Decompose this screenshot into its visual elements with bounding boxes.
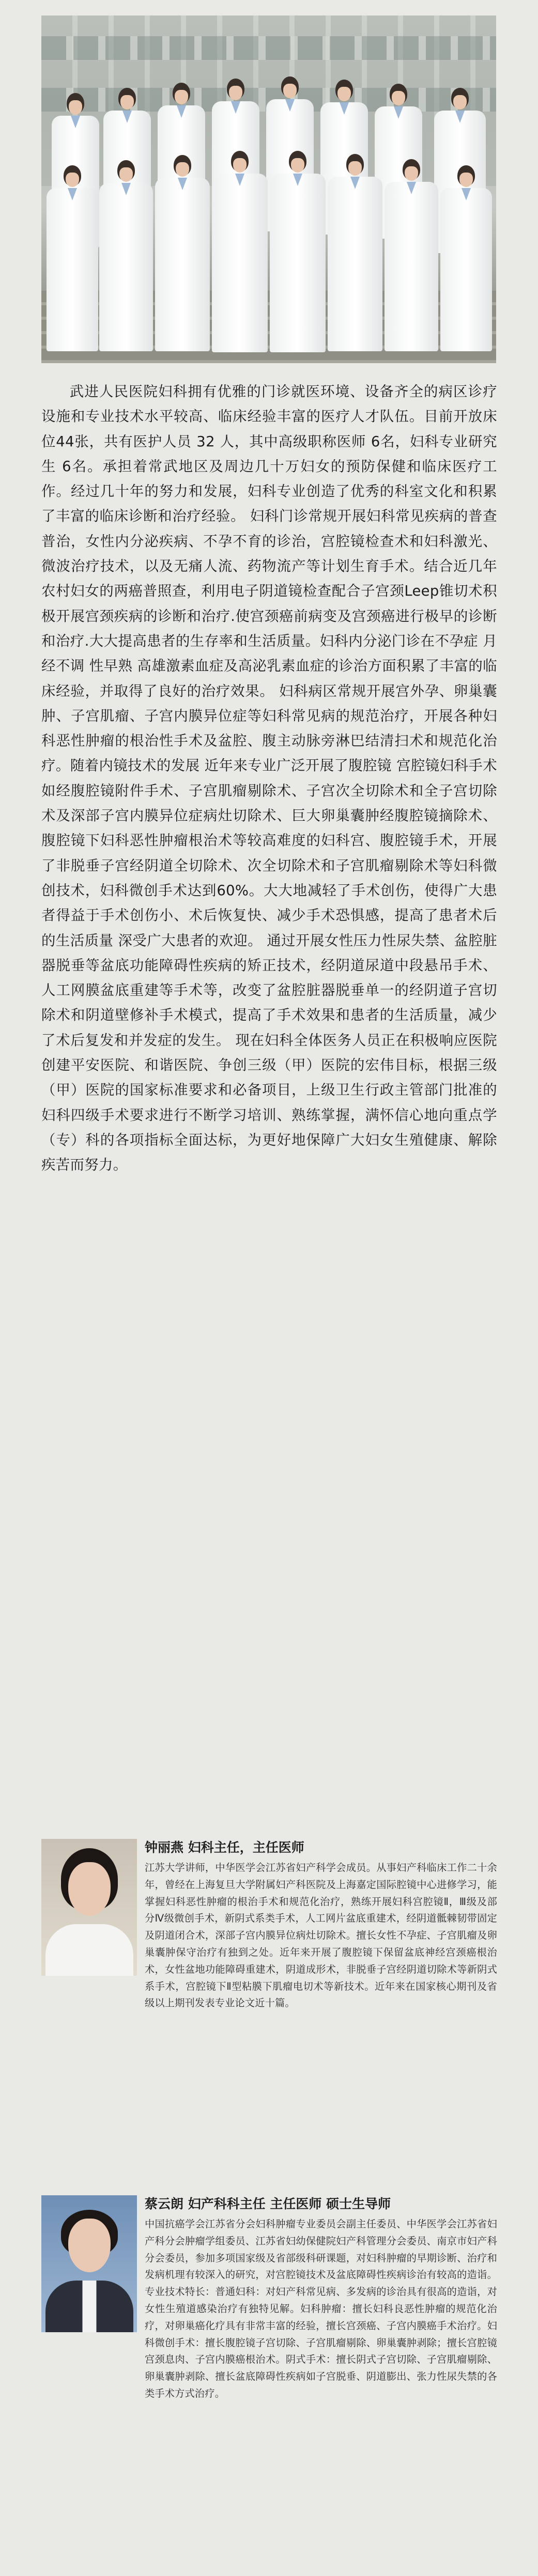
- staff-member: [47, 165, 98, 351]
- staff-member: [155, 155, 210, 351]
- staff-member: [385, 159, 438, 351]
- building-windows: [41, 36, 496, 60]
- staff-member: [440, 165, 492, 351]
- department-introduction: 武进人民医院妇科拥有优雅的门诊就医环境、设备齐全的病区诊疗设施和专业技术水平较高、临床经验丰富的医疗人才队伍。目前开放床位44张，共有医护人员 32 人，其中高级职称医师 6名，妇科专业研究生 6名。承担着常武地区及周边几十万妇女的预防保健和临床医疗工作。经过几十年的努力和发展，妇科专业创造了优秀的科室文化和积累了丰富的临床诊断和治疗经验。 妇科门诊常规开展妇科常见疾病的普查普治，女性内分泌疾病、不孕不育的诊治，宫腔镜检查术和妇科激光、微波治疗技术，以及无痛人流、药物流产等计划生育手术。结合近几年农村妇女的两癌普照查，利用电子阴道镜检查配合子宫颈Leep锥切术积极开展宫颈疾病的诊断和治疗.使宫颈癌前病变及宫颈癌进行极早的诊断和治疗.大大提高患者的生存率和生活质量。妇科内分泌门诊在不孕症 月经不调 性早熟 高雄激素血症及高泌乳素血症的诊治方面积累了丰富的临床经验，并取得了良好的治疗效果。 妇科病区常规开展宫外孕、卵巢囊肿、子宫肌瘤、子宫内膜异位症等妇科常见病的规范治疗，开展各种妇科恶性肿瘤的根治性手术及盆腔、腹主动脉旁淋巴结清扫术和规范化治疗。随着内镜技术的发展 近年来专业广泛开展了腹腔镜 宫腔镜妇科手术 如经腹腔镜附件手术、子宫肌瘤剔除术、子宫次全切除术和全子宫切除术及深部子宫内膜异位症病灶切除术、巨大卵巢囊肿经腹腔镜摘除术、腹腔镜下妇科恶性肿瘤根治术等较高难度的妇科宫、腹腔镜手术，开展了非脱垂子宫经阴道全切除术、次全切除术和子宫肌瘤剔除术等妇科微创技术，妇科微创手术达到60%。大大地减轻了手术创伤，使得广大患者得益于手术创伤小、术后恢复快、减少手术恐惧感，提高了患者术后的生活质量 深受广大患者的欢迎。 通过开展女性压力性尿失禁、盆腔脏器脱垂等盆底功能障碍性疾病的矫正技术，经阴道尿道中段悬吊手术、人工网膜盆底重建等手术等，改变了盆腔脏器脱垂单一的经阴道子宫切除术和阴道壁修补手术模式，提高了手术效果和患者的生活质量，减少了术后复发和并发症的发生。 现在妇科全体医务人员正在积极响应医院创建平安医院、和谐医院、争创三级（甲）医院的宏伟目标，根据三级（甲）医院的国家标准要求和必备项目，上级卫生行政主管部门批准的妇科四级手术要求进行不断学习培训、熟练掌握，满怀信心地向重点学（专）科的各项指标全面达标，为更好地保障广大妇女生殖健康、解除疾苦而努力。: [41, 384, 497, 1174]
- staff-member: [212, 151, 268, 352]
- doctor-profile-zhong: [41, 1839, 497, 2190]
- doctor-biography: 中国抗癌学会江苏省分会妇科肿瘤专业委员会副主任委员、中华医学会江苏省妇产科分会肿瘤学组委员、江苏省妇幼保健院妇产科管理分会委员、南京市妇产科分会委员，参加多项国家级及省部级科研课题，对妇科肿瘤的早期诊断、治疗和发病机理有较深入的研究，对宫腔镜技术及盆底障碍性疾病诊治有较高的造诣。 专业技术特长：普通妇科：对妇产科常见病、多发病的诊治具有很高的造诣，对女性生殖道感染治疗有独特见解。妇科肿瘤：擅长妇科良恶性肿瘤的规范化治疗，对卵巢癌化疗具有非常丰富的经验，擅长宫颈癌、子宫内膜癌手术治疗。妇科微创手术：擅长腹腔镜子宫切除、子宫肌瘤剔除、卵巢囊肿剥除；擅长宫腔镜宫颈息肉、子宫内膜癌根治术。阴式手术：擅长阴式子宫切除、子宫肌瘤剔除、卵巢囊肿剥除、擅长盆底障碍性疾病如子宫脱垂、阴道膨出、张力性尿失禁的各类手术方式治疗。: [145, 2218, 497, 2399]
- department-group-photo: [41, 15, 496, 363]
- doctor-name-title: 钟丽燕 妇科主任，主任医师: [145, 1840, 304, 1855]
- doctor-portrait: [41, 2195, 137, 2332]
- doctor-portrait: [41, 1839, 137, 1976]
- staff-member: [328, 154, 382, 351]
- doctor-name-title: 蔡云朗 妇产科科主任 主任医师 硕士生导师: [145, 2196, 391, 2211]
- staff-member: [99, 160, 153, 351]
- staff-member: [270, 151, 326, 352]
- doctor-profile-cai: [41, 2195, 497, 2567]
- doctor-biography: 江苏大学讲师，中华医学会江苏省妇产科学会成员。从事妇产科临床工作二十余年，曾经在上海复旦大学附属妇产科医院及上海嘉定国际腔镜中心进修学习，能掌握妇科恶性肿瘤的根治手术和规范化治疗，熟练开展妇科宫腔镜Ⅱ，Ⅲ级及部分Ⅳ级微创手术，新阴式系类手术，人工网片盆底重建术，经阴道骶棘韧带固定及阴道闭合术，深部子宫内膜异位病灶切除术。擅长女性不孕症、子宫肌瘤及卵巢囊肿保守治疗有独到之处。近年来开展了腹腔镜下保留盆底神经宫颈癌根治术，女性盆地功能障碍重建术，阴道成形术，非脱垂子宫经阴道切除术等新阴式系手术，宫腔镜下Ⅱ型粘膜下肌瘤电切术等新技术。近年来在国家核心期刊及省级以上期刊发表专业论文近十篇。: [145, 1862, 497, 2009]
